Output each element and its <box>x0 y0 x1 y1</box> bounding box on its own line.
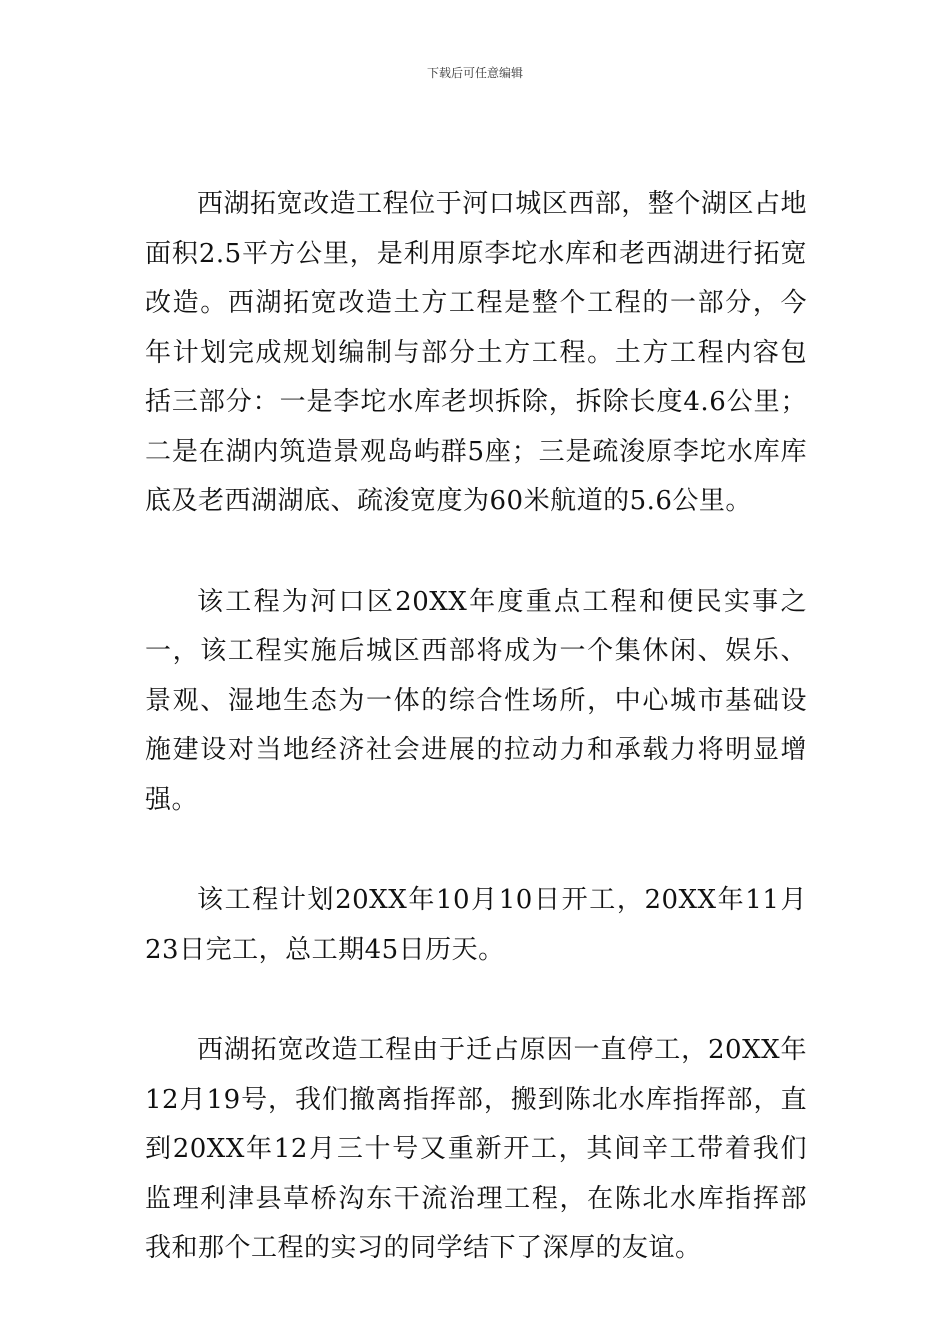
paragraph-work-experience: 西湖拓宽改造工程由于迁占原因一直停工，20XX年12月19号，我们撤离指挥部，搬到陈北水库指挥部，直到20XX年12月三十号又重新开工，其间辛工带着我们监理利津县草桥沟东干流治理工程，在陈北水库指挥部我和那个工程的实习的同学结下了深厚的友谊。 <box>145 1035 807 1263</box>
paragraph-project-overview: 西湖拓宽改造工程位于河口城区西部，整个湖区占地面积2.5平方公里，是利用原李坨水库和老西湖进行拓宽改造。西湖拓宽改造土方工程是整个工程的一部分，今年计划完成规划编制与部分土方工程。土方工程内容包括三部分：一是李坨水库老坝拆除，拆除长度4.6公里；二是在湖内筑造景观岛屿群5座；三是疏浚原李坨水库库底及老西湖湖底、疏浚宽度为60米航道的5.6公里。 <box>145 189 807 516</box>
page-header-note: 下载后可任意编辑 <box>426 66 523 80</box>
document-body <box>145 180 807 1274</box>
paragraph-project-significance: 该工程为河口区20XX年度重点工程和便民实事之一，该工程实施后城区西部将成为一个集休闲、娱乐、景观、湿地生态为一体的综合性场所，中心城市基础设施建设对当地经济社会进展的拉动力和承载力将明显增强。 <box>145 586 807 815</box>
paragraph-project-schedule: 该工程计划20XX年10月10日开工，20XX年11月23日完工，总工期45日历天。 <box>145 885 807 965</box>
